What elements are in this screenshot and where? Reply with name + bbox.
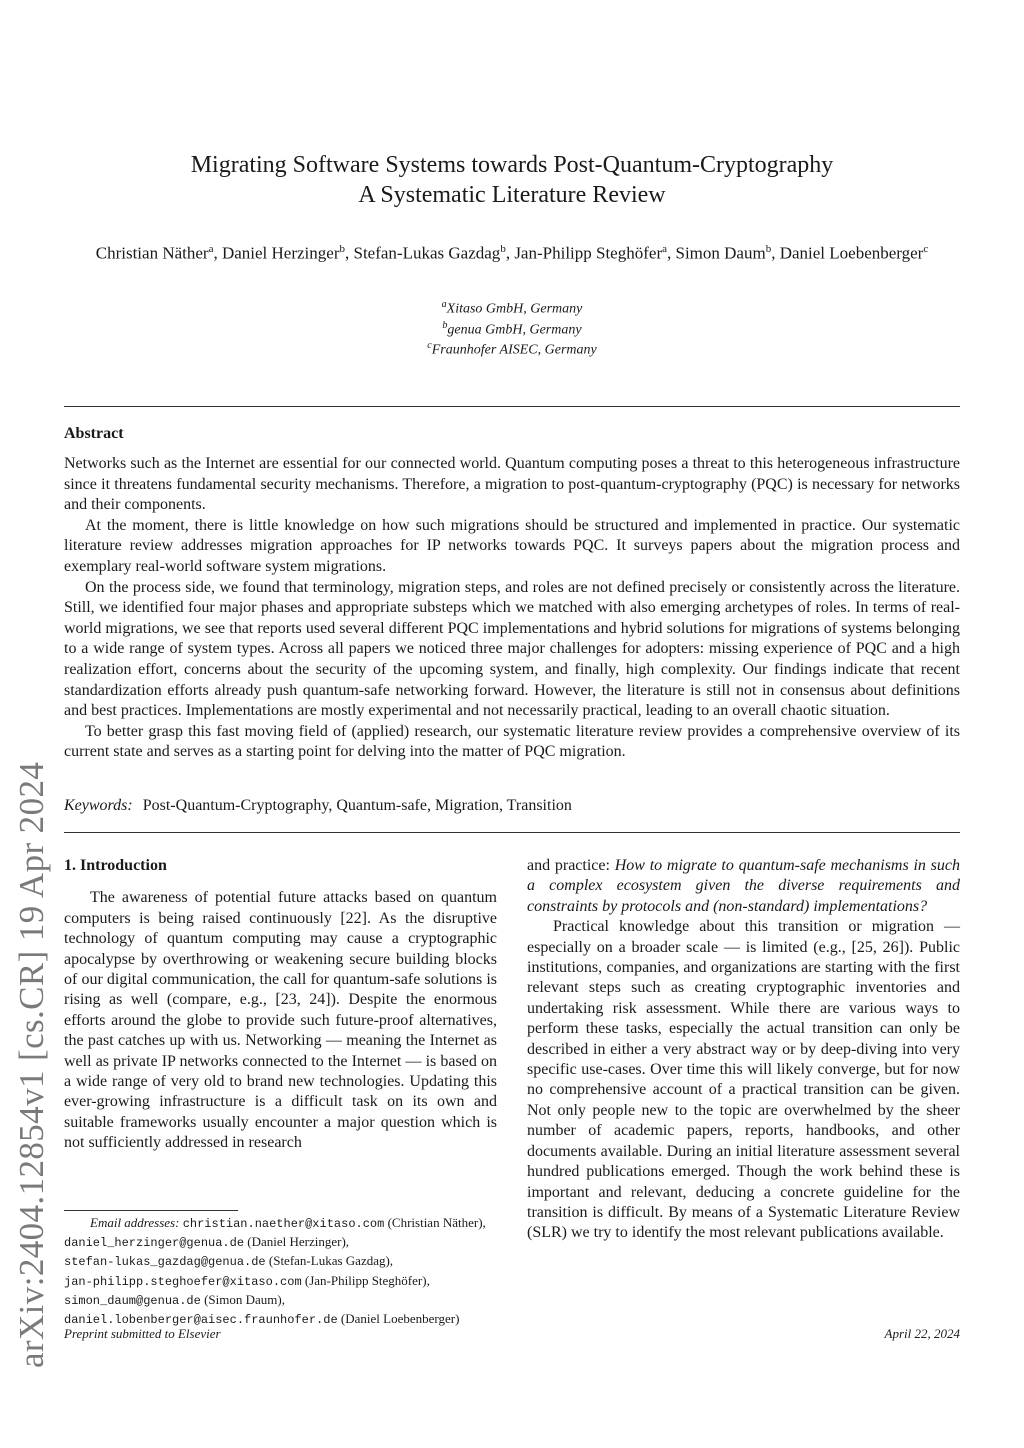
affiliation xyxy=(64,297,960,318)
title-line-1: Migrating Software Systems towards Post-Quantum-Cryptography xyxy=(190,152,834,178)
body-paragraph: The awareness of potential future attacks based on quantum computers is being raised continuously [22]. As the disruptive technology of quantum computing may cause a cryptographic apocalypse by overthrowing or weakening secure building blocks of our digital communication, the call for quantum-safe solutions is rising as well (compare, e.g., [23, 24]). Despite the enormous efforts around the globe to provide such future-proof alternatives, the past catches up with us. Networking — meaning the Internet as well as private IP networks connected to the Internet — is based on a wide range of very old to brand new technologies. Updating this ever-growing infrastructure is a difficult task on its own and suitable frameworks usually encounter a major question which is not sufficiently addressed in research xyxy=(64,889,497,1152)
keywords-label: Keywords: xyxy=(64,797,133,814)
body-text: and practice: xyxy=(527,857,615,874)
footnote-emails xyxy=(64,1214,497,1329)
affiliation xyxy=(64,338,960,359)
footer-preprint-note: Preprint submitted to Elsevier xyxy=(64,1326,221,1341)
author-name: Daniel Herzinger xyxy=(221,243,340,263)
email-link[interactable]: daniel.lobenberger@aisec.fraunhofer.de xyxy=(64,1313,338,1328)
email-owner: (Jan-Philipp Steghöfer), xyxy=(304,1272,430,1288)
abstract-paragraph: Networks such as the Internet are essential for our connected world. Quantum computing poses a threat to this heterogeneous infrastructure since it threatens fundamental security mechanisms. Therefore, a migration to post-quantum-cryptography (PQC) is necessary for networks and their components. xyxy=(64,455,960,514)
email-owner: (Christian Näther), xyxy=(387,1215,486,1230)
title-line-2: A Systematic Literature Review xyxy=(358,182,666,208)
author-affil-mark: b xyxy=(500,243,506,255)
email-link[interactable]: daniel_herzinger@genua.de xyxy=(64,1236,245,1251)
email-owner: (Daniel Herzinger), xyxy=(247,1234,350,1250)
affiliation-mark: a xyxy=(441,299,447,310)
arxiv-identifier: arXiv:2404.12854v1 [cs.CR] 19 Apr 2024 xyxy=(12,761,51,1368)
right-column xyxy=(527,856,960,1244)
section-heading: 1. Introduction xyxy=(64,857,167,874)
author-name: Christian Näther xyxy=(95,243,209,263)
abstract-paragraph: On the process side, we found that terminology, migration steps, and roles are not defined precisely or consistently across the literature. Still, we identified four major phases and appropriate substeps which we matched with also emerging archetypes of roles. In terms of real-world migrations, we see that reports used several different PQC implementations and hybrid solutions for migrations of systems belonging to a wide range of system types. Across all papers we noticed three major challenges for adopters: missing experience of PQC and a high realization effort, concerns about the security of the upcoming system, and finally, high complexity. Our findings indicate that recent standardization efforts already push quantum-safe networking forward. However, the literature is still not in consensus about definitions and best practices. Implementations are mostly experimental and not necessarily practical, leading to an overall chaotic situation. xyxy=(64,578,960,720)
email-owner: (Simon Daum), xyxy=(204,1291,285,1307)
author-name: Daniel Loebenberger xyxy=(779,243,924,263)
abstract-top-rule xyxy=(64,406,960,407)
affiliation-mark: c xyxy=(427,340,432,352)
keywords-text: Post-Quantum-Cryptography, Quantum-safe, Migration, Transition xyxy=(142,797,572,814)
abstract-paragraph: To better grasp this fast moving field of (applied) research, our systematic literature review provides a comprehensive overview of its current state and serves as a starting point for delving into the matter of PQC migration. xyxy=(64,722,960,761)
author-list: Christian Näther$^a$, Daniel Herzinger$^b$, Stefan-Lukas Gazdag$^b$, Jan-Philipp Steghöfer$^a$, Simon Daum$^b$, Daniel Loebenberger$^c$ xyxy=(95,243,929,263)
affiliation-text: genua GmbH, Germany xyxy=(447,322,582,338)
email-link[interactable]: christian.naether@xitaso.com xyxy=(182,1217,385,1231)
research-question: How to migrate to quantum-safe mechanisms in such a complex ecosystem given the diverse requirements and constraints by protocols and (non-standard) implementations? xyxy=(527,857,961,915)
email-link[interactable]: stefan-lukas_gazdag@genua.de xyxy=(64,1255,266,1270)
email-link[interactable]: simon_daum@genua.de xyxy=(64,1293,201,1308)
email-link[interactable]: jan-philipp.steghoefer@xitaso.com xyxy=(64,1274,302,1289)
footnote-rule xyxy=(64,1210,238,1211)
affiliation-list xyxy=(64,297,960,359)
abstract-heading: Abstract xyxy=(64,425,124,442)
author-name: Stefan-Lukas Gazdag xyxy=(353,243,501,263)
body-paragraph: Practical knowledge about this transition or migration — especially on a broader scale — is limited (e.g., [25, 26]). Public institutions, companies, and organizations are starting with the first relevant steps such as creating cryptographic inventories and undertaking risk assessment. While there are various ways to perform these tasks, especially the actual transition can only be described in either a very abstract way or by deep-diving into very specific use-cases. Over time this will likely converge, but for now no comprehensive account of a practical transition can be given. Not only people new to the topic are overwhelmed by the sheer number of academic papers, reports, handbooks, and other documents available. During an initial literature assessment several hundred publications emerged. Though the work behind these is important and relevant, deducing a concrete guideline for the transition is difficult. By means of a Systematic Literature Review (SLR) we try to identify the most relevant publications available. xyxy=(527,918,960,1242)
author-name: Jan-Philipp Steghöfer xyxy=(514,243,663,263)
footnote-label: Email addresses: xyxy=(90,1215,180,1230)
research-question-paragraph xyxy=(527,856,960,917)
paper-title xyxy=(64,150,960,210)
keywords-line xyxy=(64,797,960,815)
abstract-paragraph: At the moment, there is little knowledge on how such migrations should be structured and implemented in practice. Our systematic literature review addresses migration approaches for IP networks towards PQC. It surveys papers about the migration process and exemplary real-world software system migrations. xyxy=(64,516,960,575)
left-column xyxy=(64,856,497,1154)
author-affil-mark: b xyxy=(339,243,345,255)
author-affil-mark: c xyxy=(923,243,929,255)
affiliation-mark: b xyxy=(442,319,448,331)
abstract-bottom-rule xyxy=(64,832,960,833)
abstract-body xyxy=(64,454,960,763)
author-affil-mark: b xyxy=(765,243,772,255)
author-affil-mark: a xyxy=(208,243,214,255)
affiliation-text: Fraunhofer AISEC, Germany xyxy=(431,342,597,358)
author-name: Simon Daum xyxy=(675,243,766,263)
affiliation-text: Xitaso GmbH, Germany xyxy=(446,301,583,317)
affiliation xyxy=(64,318,960,339)
footer-date: April 22, 2024 xyxy=(884,1326,960,1341)
email-owner: (Daniel Loebenberger) xyxy=(340,1311,460,1327)
email-owner: (Stefan-Lukas Gazdag), xyxy=(268,1253,394,1269)
author-affil-mark: a xyxy=(662,243,667,255)
